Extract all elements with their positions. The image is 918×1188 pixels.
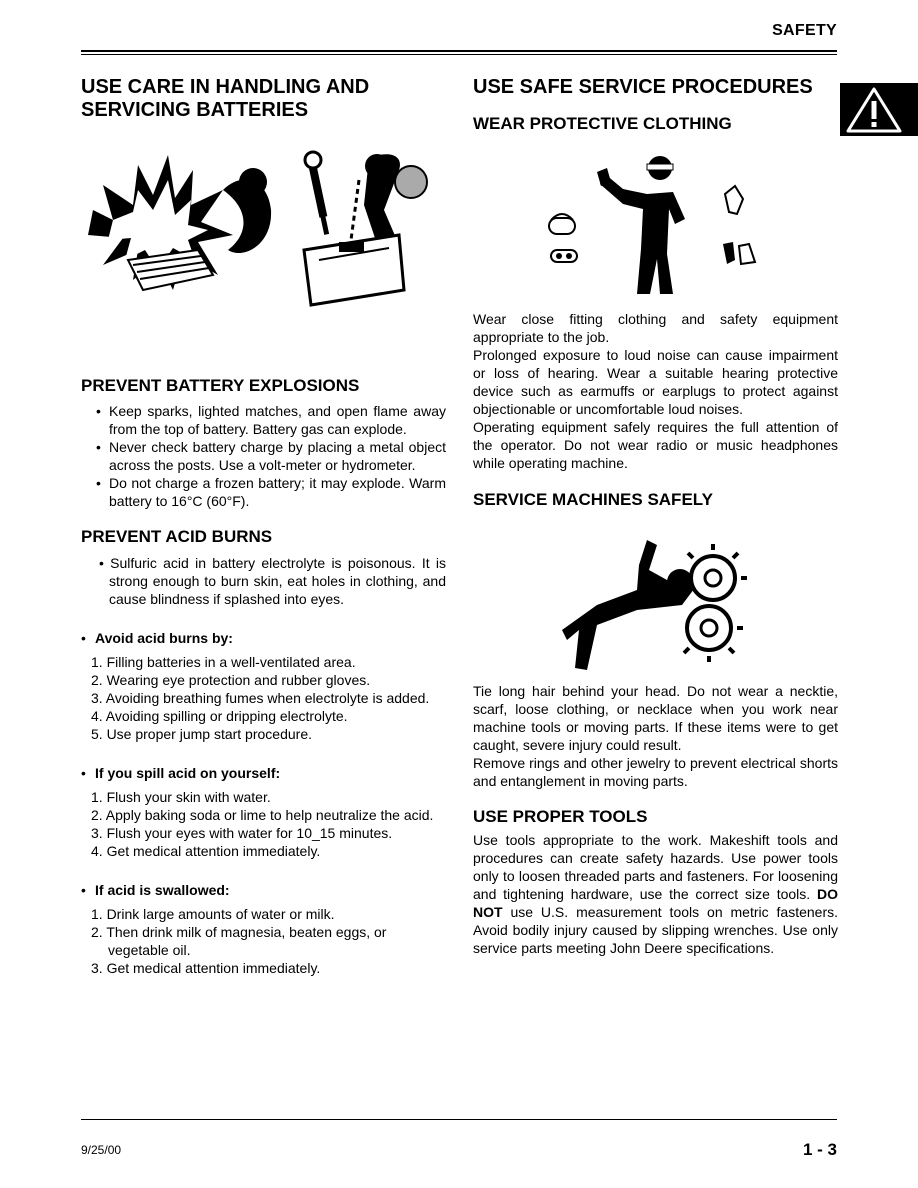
- list-item: 3. Flush your eyes with water for 10_15 minutes.: [91, 825, 393, 841]
- avoid-label: • Avoid acid burns by:: [81, 630, 233, 646]
- explosions-heading: PREVENT BATTERY EXPLOSIONS: [81, 376, 360, 395]
- acid-heading: PREVENT ACID BURNS: [81, 527, 273, 546]
- tools-para: Use tools appropriate to the work. Makeshift tools and procedures can create safety hazards. Use power tools only to loosen threaded parts and fasteners. For loosening and tightening hardware, use the correct size tools. DO NOT use U.S. measurement tools on metric fasteners. Avoid bodily injury caused by slipping wrenches. Use only service parts meeting John Deere specifications.: [473, 832, 838, 956]
- tools-heading: USE PROPER TOOLS: [473, 807, 648, 826]
- list-item: 4. Avoiding spilling or dripping electrolyte.: [91, 708, 348, 724]
- list-item: 2. Then drink milk of magnesia, beaten eggs, or vegetable oil.: [91, 924, 387, 958]
- left-column: [81, 76, 446, 977]
- do-not-emphasis: DO NOT: [473, 886, 838, 920]
- machines-para-1: Tie long hair behind your head. Do not wear a necktie, scarf, loose clothing, or necklace when you work near machine tools or moving parts. If these items were to get caught, severe injury could result.: [473, 683, 838, 753]
- machines-figure: [473, 520, 838, 690]
- list-item: 2. Wearing eye protection and rubber gloves.: [91, 672, 371, 688]
- list-item: • Keep sparks, lighted matches, and open flame away from the top of battery. Battery gas can explode.: [81, 402, 446, 438]
- clothing-figure: [473, 148, 838, 323]
- list-item: 5. Use proper jump start procedure.: [91, 726, 312, 742]
- clothing-para-1: Wear close fitting clothing and safety equipment appropriate to the job.: [473, 311, 838, 345]
- clothing-para-2: Prolonged exposure to loud noise can cause impairment or loss of hearing. Wear a suitable hearing protective device such as earmuffs or earplugs to protect against objectionable or uncomfortable loud noises.: [473, 347, 838, 417]
- battery-acid-illustration: [299, 150, 439, 315]
- footer-rule: [81, 1119, 837, 1120]
- list-item: 4. Get medical attention immediately.: [91, 843, 321, 859]
- explosions-list: [81, 402, 446, 510]
- header-rule-thick: [81, 50, 837, 52]
- protective-clothing-illustration: [545, 154, 775, 304]
- machines-para-2: Remove rings and other jewelry to prevent electrical shorts and entanglement in moving parts.: [473, 755, 838, 789]
- battery-figures: [81, 130, 446, 320]
- footer-date: 9/25/00: [81, 1143, 122, 1157]
- list-item: • Do not charge a frozen battery; it may explode. Warm battery to 16°C (60°F).: [81, 474, 446, 510]
- left-title: USE CARE IN HANDLING AND SERVICING BATTERIES: [81, 76, 370, 121]
- spill-label: • If you spill acid on yourself:: [81, 765, 281, 781]
- right-column: [473, 76, 838, 957]
- acid-intro: • Sulfuric acid in battery electrolyte is poisonous. It is strong enough to burn skin, eat holes in clothing, and cause blindness if splashed into eyes.: [99, 555, 446, 607]
- page-number: 1 - 3: [802, 1140, 837, 1159]
- entanglement-illustration: [557, 530, 757, 680]
- clothing-para-3: Operating equipment safely requires the full attention of the operator. Do not wear radio or music headphones while operating machine.: [473, 419, 838, 471]
- list-item: 3. Avoiding breathing fumes when electrolyte is added.: [91, 690, 430, 706]
- swallowed-label: • If acid is swallowed:: [81, 882, 230, 898]
- list-item: 1. Flush your skin with water.: [91, 789, 271, 805]
- avoid-steps: [91, 653, 446, 743]
- list-item: 3. Get medical attention immediately.: [91, 960, 321, 976]
- section-header: SAFETY: [772, 22, 837, 39]
- battery-explosion-illustration: [83, 150, 273, 310]
- header-rule-thin: [81, 54, 837, 55]
- safety-tab: [840, 83, 918, 136]
- spill-steps: [91, 788, 446, 860]
- clothing-heading: WEAR PROTECTIVE CLOTHING: [473, 114, 732, 133]
- machines-heading: SERVICE MACHINES SAFELY: [473, 490, 713, 509]
- swallowed-steps: [91, 905, 446, 977]
- list-item: • Never check battery charge by placing a metal object across the posts. Use a volt-meter or hydrometer.: [81, 438, 446, 474]
- list-item: 2. Apply baking soda or lime to help neutralize the acid.: [91, 807, 434, 823]
- list-item: 1. Filling batteries in a well-ventilated area.: [91, 654, 356, 670]
- list-item: 1. Drink large amounts of water or milk.: [91, 906, 335, 922]
- warning-triangle-icon: [844, 85, 904, 135]
- right-title: USE SAFE SERVICE PROCEDURES: [473, 76, 813, 98]
